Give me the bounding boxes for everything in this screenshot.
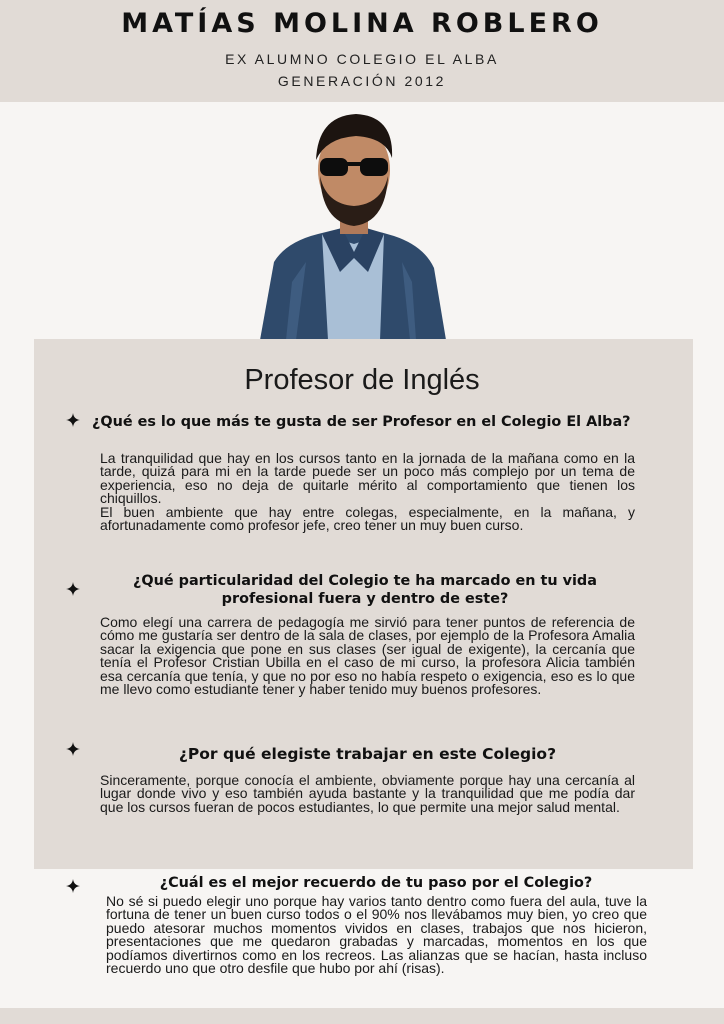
person-photo [256, 112, 450, 340]
answer-2-paragraph-1: Como elegí una carrera de pedagogía me sirvió para tener puntos de referencia de cómo me gustaría ser dentro de la sala de clases, por ejemplo de la Profesora Amalia sacar la exigencia que pone en sus clases (ser igual de exigente), la cercanía que tenía el Profesor Cristian Ubilla en el caso de mi curso, la profesora Alicia también esa cercanía que tenía, y que no por eso no había respeto o exigencia, eso es lo que me llevo como estudiante tener y haber tenido muy buenos profesores. [100, 614, 635, 698]
footer-band [0, 1008, 724, 1024]
answer-3-paragraph-1: Sinceramente, porque conocía el ambiente, obviamente porque hay una cercanía al lugar donde vivo y eso también ayuda bastante y la tranquilidad que me podía dar que los cursos fueran de pocos estudiantes, lo que permite una mejor salud mental. [100, 772, 635, 815]
sparkle-icon [66, 742, 80, 756]
generation-line: GENERACIÓN 2012 [277, 73, 447, 89]
question-3: ¿Por qué elegiste trabajar en este Colegio? [178, 745, 557, 763]
question-2: ¿Qué particularidad del Colegio te ha marcado en tu vida profesional fuera y dentro de este? [133, 573, 597, 607]
alumni-line: EX ALUMNO COLEGIO EL ALBA [225, 51, 499, 67]
answer-1 [100, 452, 635, 532]
answer-3 [100, 774, 635, 814]
question-1: ¿Qué es lo que más te gusta de ser Profesor en el Colegio El Alba? [92, 414, 631, 430]
answer-4 [106, 895, 647, 975]
role-title: Profesor de Inglés [244, 364, 480, 396]
person-name: MATÍAS MOLINA ROBLERO [121, 8, 603, 39]
sparkle-icon [66, 879, 80, 893]
question-4: ¿Cuál es el mejor recuerdo de tu paso por el Colegio? [159, 875, 593, 891]
answer-1-paragraph-2: El buen ambiente que hay entre colegas, especialmente, en la mañana, y afortunadamente como profesor jefe, creo tener un muy buen curso. [100, 503, 635, 534]
answer-4-paragraph-1: No sé si puedo elegir uno porque hay varios tanto dentro como fuera del aula, tuve la fortuna de tener un buen curso todos o el 90% nos llevábamos muy bien, yo creo que puedo atesorar muchos momentos vividos en clases, trabajos que nos hicieron, presentaciones que me quedaron grabadas y marcadas, momentos en los que podíamos divertirnos como en los recreos. Las alianzas que se hacían, hasta incluso recuerdo uno que otro desfile que hubo por ahí (risas). [106, 893, 647, 977]
header-band [0, 0, 724, 102]
sparkle-icon [66, 582, 80, 596]
sparkle-icon [66, 413, 80, 427]
answer-2 [100, 616, 635, 696]
answer-1-paragraph-1: La tranquilidad que hay en los cursos tanto en la jornada de la mañana como en la tarde, quizá para mi en la tarde puede ser un poco más complejo por un tema de experiencia, eso no deja de quitarle mérito al comportamiento que tienen los chiquillos. [100, 450, 635, 507]
